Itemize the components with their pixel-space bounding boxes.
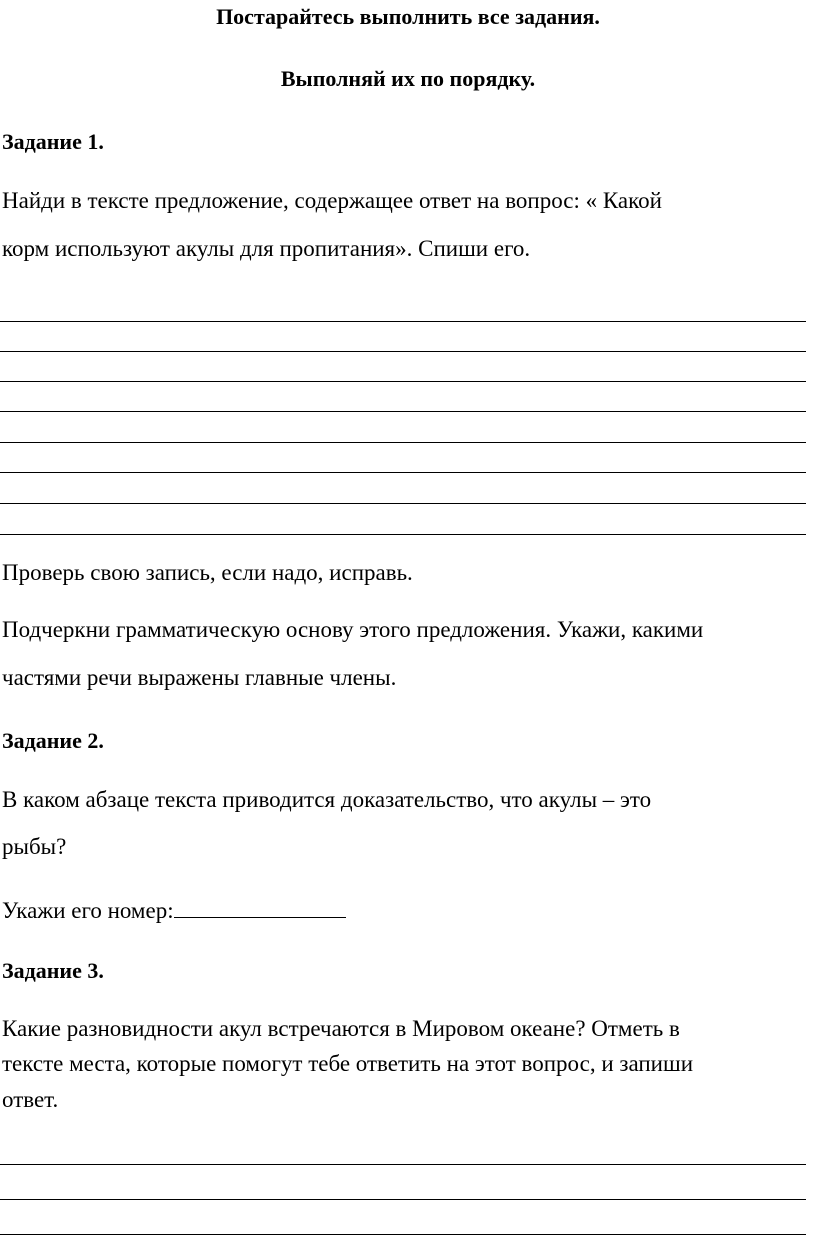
answer-line[interactable] xyxy=(0,442,806,443)
task-3-title: Задание 3. xyxy=(2,958,104,983)
task-2-answer-row xyxy=(2,895,346,924)
answer-line[interactable] xyxy=(0,321,806,322)
task-2-question-line-1: В каком абзаце текста приводится доказательство, что акулы – это xyxy=(2,787,652,812)
task-1-title: Задание 1. xyxy=(2,129,104,154)
instruction-heading-1: Постарайтесь выполнить все задания. xyxy=(216,4,600,29)
answer-line[interactable] xyxy=(0,503,806,504)
answer-line[interactable] xyxy=(0,351,806,352)
answer-line[interactable] xyxy=(0,1164,806,1165)
instruction-heading-2: Выполняй их по порядку. xyxy=(280,66,536,91)
answer-line[interactable] xyxy=(0,534,806,535)
task-2-title: Задание 2. xyxy=(2,728,104,753)
task-1-question-line-1: Найди в тексте предложение, содержащее ответ на вопрос: « Какой xyxy=(2,188,662,213)
answer-line[interactable] xyxy=(0,411,806,412)
task-2-answer-blank[interactable] xyxy=(174,895,346,918)
answer-line[interactable] xyxy=(0,472,806,473)
task-2-answer-prompt: Укажи его номер: xyxy=(2,898,174,923)
answer-line[interactable] xyxy=(0,381,806,382)
task-1-check-instruction: Проверь свою запись, если надо, исправь. xyxy=(2,560,413,585)
task-1-question-line-2: корм используют акулы для пропитания». Спиши его. xyxy=(2,236,531,261)
task-1-underline-line-2: частями речи выражены главные члены. xyxy=(2,665,397,690)
task-3-question-line-3: ответ. xyxy=(2,1087,59,1112)
task-3-question-line-1: Какие разновидности акул встречаются в Мировом океане? Отметь в xyxy=(2,1016,680,1041)
task-1-underline-line-1: Подчеркни грамматическую основу этого предложения. Укажи, какими xyxy=(2,617,704,642)
task-2-question-line-2: рыбы? xyxy=(2,834,67,859)
answer-line[interactable] xyxy=(0,1234,806,1235)
answer-line[interactable] xyxy=(0,1199,806,1200)
task-3-question-line-2: тексте места, которые помогут тебе ответить на этот вопрос, и запиши xyxy=(2,1051,693,1076)
